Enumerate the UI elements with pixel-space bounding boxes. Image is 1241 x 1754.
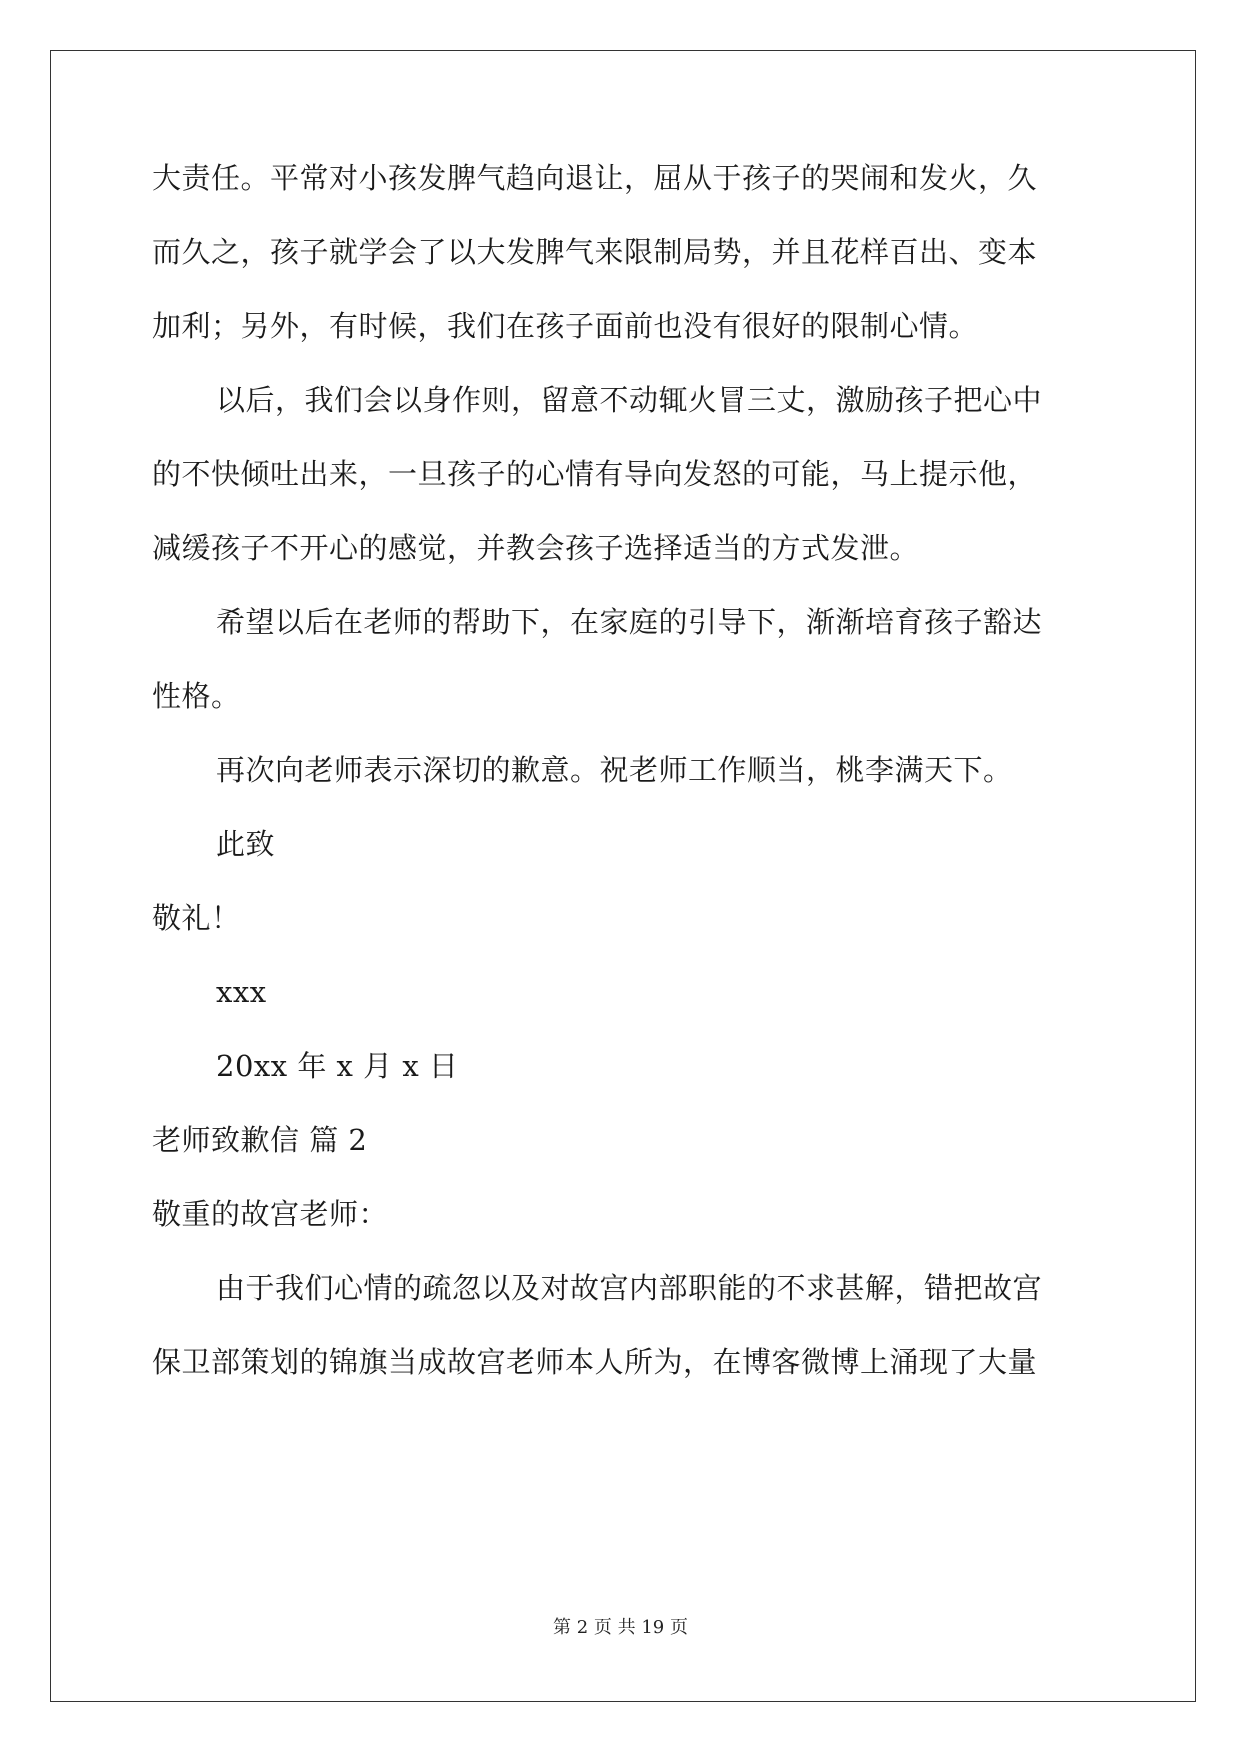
page-number: 第 2 页 共 19 页 bbox=[553, 1617, 688, 1638]
text-line: 再次向老师表示深切的歉意。祝老师工作顺当，桃李满天下。 bbox=[216, 753, 1013, 787]
text-line: 保卫部策划的锦旗当成故宫老师本人所为，在博客微博上涌现了大量 bbox=[152, 1345, 1038, 1379]
text-line: 希望以后在老师的帮助下，在家庭的引导下，渐渐培育孩子豁达 bbox=[216, 605, 1043, 639]
text-line: 的不快倾吐出来，一旦孩子的心情有导向发怒的可能，马上提示他， bbox=[152, 457, 1038, 491]
greeting: 敬重的故宫老师： bbox=[152, 1197, 389, 1231]
page-border bbox=[50, 50, 1196, 1702]
text-line: 减缓孩子不开心的感觉，并教会孩子选择适当的方式发泄。 bbox=[152, 531, 920, 565]
date-line: 20xx 年 x 月 x 日 bbox=[216, 1049, 459, 1083]
closing-phrase: 此致 bbox=[216, 827, 276, 861]
text-line: 加利；另外，有时候，我们在孩子面前也没有很好的限制心情。 bbox=[152, 309, 979, 343]
text-line: 性格。 bbox=[152, 679, 241, 713]
section-heading: 老师致歉信 篇 2 bbox=[152, 1123, 368, 1157]
text-line: 而久之，孩子就学会了以大发脾气来限制局势，并且花样百出、变本 bbox=[152, 235, 1038, 269]
text-line: 大责任。平常对小孩发脾气趋向退让，屈从于孩子的哭闹和发火，久 bbox=[152, 161, 1038, 195]
text-line: 由于我们心情的疏忽以及对故宫内部职能的不求甚解，错把故宫 bbox=[216, 1271, 1043, 1305]
signature: xxx bbox=[216, 975, 267, 1009]
text-line: 以后，我们会以身作则，留意不动辄火冒三丈，激励孩子把心中 bbox=[216, 383, 1043, 417]
salutation: 敬礼！ bbox=[152, 901, 241, 935]
